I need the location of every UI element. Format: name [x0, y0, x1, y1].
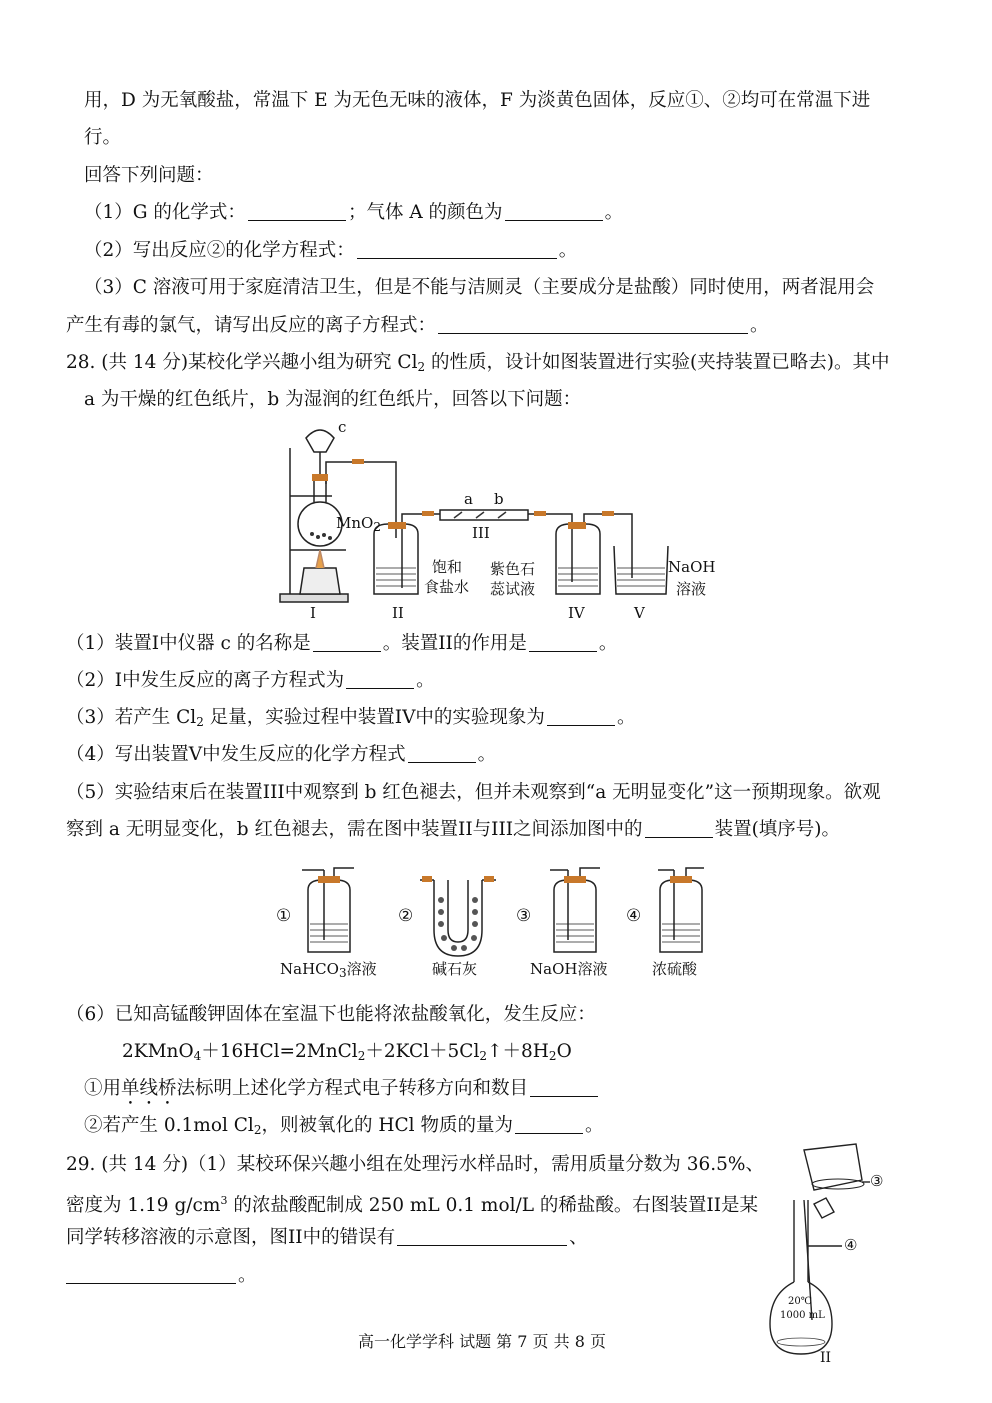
- flask-label-II: II: [820, 1350, 832, 1366]
- q28-part6-2: ②若产生 0.1mol $Cl_2$，则被氧化的 HCl 物质的量为 。: [84, 1115, 604, 1137]
- option-2-label: 碱石灰: [432, 960, 478, 978]
- q28-part2: （2）I中发生反应的离子方程式为 。: [66, 670, 435, 691]
- option-1-num: ①: [276, 906, 292, 926]
- flask-volume: 1000 mL: [780, 1310, 825, 1321]
- answer-blank[interactable]: [547, 707, 615, 726]
- answer-blank[interactable]: [248, 202, 346, 221]
- flask-temp: 20℃: [788, 1296, 812, 1307]
- answer-blank[interactable]: [346, 670, 414, 689]
- answer-blank[interactable]: [530, 1078, 598, 1097]
- chlorine-apparatus-figure: [272, 418, 716, 628]
- q28-part5-line1: （5）实验结束后在装置III中观察到 b 红色褪去，但并未观察到“a 无明显变化”这一预期现象。欲观: [66, 782, 881, 803]
- flask-label-3: ③: [870, 1172, 884, 1190]
- answer-blank[interactable]: [515, 1115, 583, 1134]
- answer-blank[interactable]: [529, 633, 597, 652]
- intro-line-1: 用，D 为无氧酸盐，常温下 E 为无色无味的液体，F 为淡黄色固体，反应①、②均可在常温下进: [84, 90, 871, 111]
- option-3-label: NaOH溶液: [530, 960, 608, 978]
- option-4-label: 浓硫酸: [652, 960, 698, 978]
- label-V-sol-1: NaOH: [668, 558, 716, 576]
- intro-line-2: 行。: [84, 127, 122, 148]
- answer-blank[interactable]: [408, 744, 476, 763]
- answer-blank[interactable]: [397, 1227, 567, 1246]
- q27-part1: （1）G 的化学式： ；气体 A 的颜色为 。: [84, 202, 624, 223]
- option-1-label: NaHCO$_3$溶液: [280, 960, 377, 980]
- label-mno2: MnO$_2$: [336, 514, 381, 534]
- option-2-num: ②: [398, 906, 414, 926]
- q28-equation: $2KMnO_4+16HCl=2MnCl_2+2KCl+5Cl_2↑+8H_2O$: [122, 1041, 572, 1063]
- label-a: a: [464, 490, 473, 508]
- label-IV: IV: [568, 604, 585, 622]
- option-3-num: ③: [516, 906, 532, 926]
- label-I: I: [310, 604, 316, 622]
- label-IV-sol-1: 紫色石: [490, 560, 536, 578]
- q29-line2: 密度为 1.19 $g/cm^3$ 的浓盐酸配制成 250 mL 0.1 mol/L 的稀盐酸。右图装置II是某: [66, 1194, 759, 1217]
- apparatus-drawing: [272, 418, 672, 628]
- option-4-num: ④: [626, 906, 642, 926]
- label-V-sol-2: 溶液: [676, 580, 707, 598]
- q28-part6-1: ①用单线桥法标明上述化学方程式电子转移方向和数目: [84, 1076, 600, 1109]
- answer-blank[interactable]: [66, 1265, 236, 1284]
- answer-blank[interactable]: [313, 633, 381, 652]
- q29-line3: 同学转移溶液的示意图，图II中的错误有 、: [66, 1227, 588, 1248]
- q29-line1: 29. (共 14 分)（1）某校环保兴趣小组在处理污水样品时，需用质量分数为 36.5%、: [66, 1154, 764, 1175]
- label-III: III: [472, 524, 490, 542]
- answer-blank[interactable]: [357, 240, 557, 259]
- label-II-sol-2: 食盐水: [424, 578, 470, 596]
- answer-prompt: 回答下列问题：: [84, 165, 214, 186]
- q28-part5-line2: 察到 a 无明显变化，b 红色褪去，需在图中装置II与III之间添加图中的 装置(填序号)。: [66, 819, 840, 840]
- q29-line4: 。: [66, 1263, 257, 1289]
- label-IV-sol-2: 蕊试液: [490, 580, 536, 598]
- label-c: c: [338, 418, 347, 436]
- answer-blank[interactable]: [438, 315, 748, 334]
- answer-blank[interactable]: [645, 819, 713, 838]
- q28-part1: （1）装置I中仪器 c 的名称是 。装置II的作用是 。: [66, 633, 618, 654]
- q27-part3-line2: 产生有毒的氯气，请写出反应的离子方程式： 。: [66, 315, 769, 336]
- label-II-sol-1: 饱和: [432, 558, 463, 576]
- volumetric-flask-figure: [760, 1140, 900, 1372]
- q28-part3: （3）若产生 $Cl_2$ 足量，实验过程中装置IV中的实验现象为 。: [66, 707, 636, 729]
- q28-part6: （6）已知高锰酸钾固体在室温下也能将浓盐酸氧化，发生反应：: [66, 1004, 596, 1025]
- q28-header-line2: a 为干燥的红色纸片，b 为湿润的红色纸片，回答以下问题：: [84, 389, 582, 410]
- q27-part2: （2）写出反应②的化学方程式： 。: [84, 240, 578, 261]
- label-II: II: [392, 604, 404, 622]
- label-b: b: [494, 490, 504, 508]
- page-footer: 高一化学学科 试题 第 7 页 共 8 页: [358, 1332, 606, 1351]
- answer-blank[interactable]: [505, 202, 603, 221]
- q28-part4: （4）写出装置V中发生反应的化学方程式 。: [66, 744, 497, 765]
- q28-header: 28. (共 14 分)某校化学兴趣小组为研究 $Cl_2$ 的性质，设计如图装置进行实验(夹持装置已略去)。其中: [66, 352, 890, 374]
- label-V: V: [634, 604, 645, 622]
- flask-label-4: ④: [844, 1236, 858, 1254]
- q27-part3-line1: （3）C 溶液可用于家庭清洁卫生，但是不能与洁厕灵（主要成分是盐酸）同时使用，两者混用会: [84, 277, 875, 298]
- options-figure: [272, 860, 732, 985]
